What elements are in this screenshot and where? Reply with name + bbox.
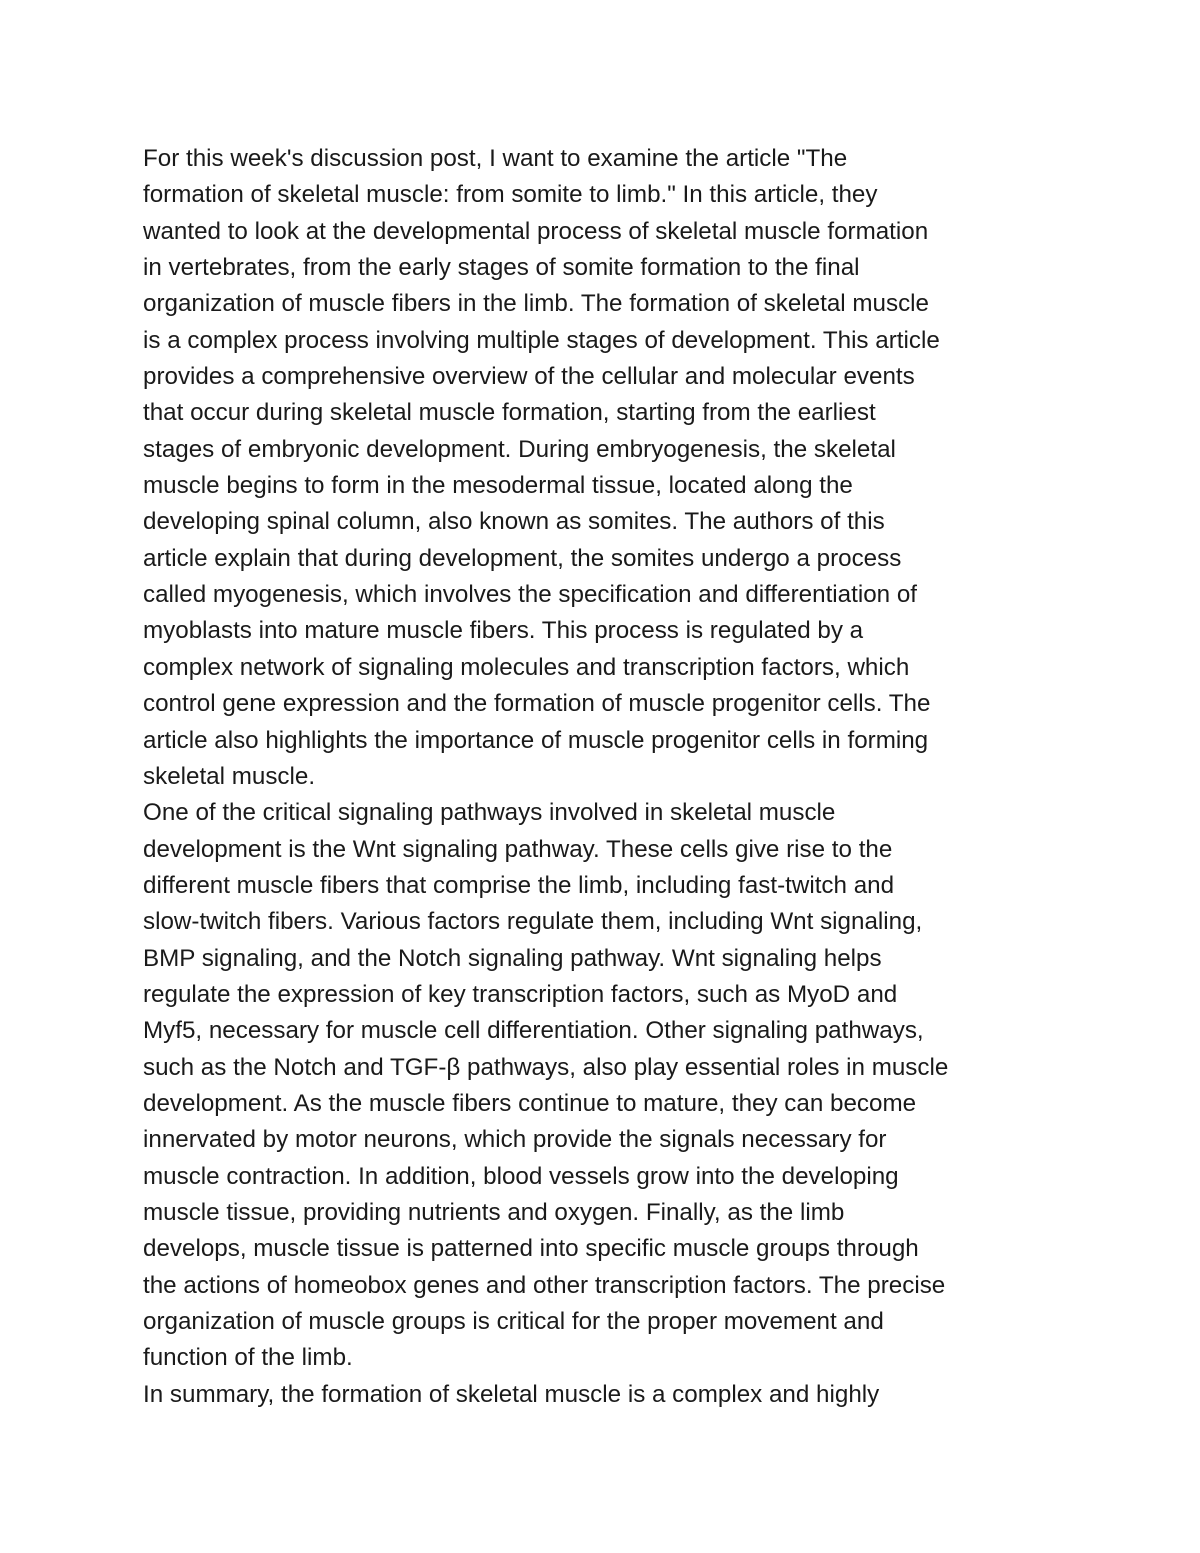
text-line: muscle contraction. In addition, blood vessels grow into the developing [143,1162,899,1190]
text-line: regulate the expression of key transcription factors, such as MyoD and [143,980,898,1008]
text-line: wanted to look at the developmental process of skeletal muscle formation [143,217,929,245]
text-line: One of the critical signaling pathways involved in skeletal muscle [143,799,836,827]
text-line: muscle begins to form in the mesodermal tissue, located along the [143,472,853,500]
text-line: slow-twitch fibers. Various factors regulate them, including Wnt signaling, [143,908,923,936]
text-line: organization of muscle groups is critical for the proper movement and [143,1308,884,1335]
text-line: the actions of homeobox genes and other transcription factors. The precise [143,1271,946,1299]
text-line: called myogenesis, which involves the specification and differentiation of [143,581,917,609]
text-line: complex network of signaling molecules and transcription factors, which [143,653,910,681]
text-line: innervated by motor neurons, which provide the signals necessary for [143,1126,887,1154]
text-line: Myf5, necessary for muscle cell differentiation. Other signaling pathways, [143,1017,924,1045]
text-line: organization of muscle fibers in the limb. The formation of skeletal muscle [143,290,930,318]
text-line: function of the limb. [143,1344,353,1372]
text-line: developing spinal column, also known as somites. The authors of this [143,508,885,536]
text-line: that occur during skeletal muscle formation, starting from the earliest [143,399,876,427]
text-line: BMP signaling, and the Notch signaling pathway. Wnt signaling helps [143,944,882,972]
text-line: muscle tissue, providing nutrients and oxygen. Finally, as the limb [143,1198,845,1226]
text-line: article also highlights the importance of muscle progenitor cells in forming [143,726,929,754]
text-line: In summary, the formation of skeletal muscle is a complex and highly [143,1380,880,1408]
document-body-text [143,141,1083,1413]
text-line: different muscle fibers that comprise the limb, including fast-twitch and [143,871,895,899]
text-line: is a complex process involving multiple stages of development. This article [143,326,940,354]
text-line: stages of embryonic development. During embryogenesis, the skeletal [143,435,896,463]
text-line: development. As the muscle fibers continue to mature, they can become [143,1089,917,1117]
text-line: formation of skeletal muscle: from somite to limb." In this article, they [143,181,878,209]
text-line: For this week's discussion post, I want to examine the article "The [143,145,848,172]
text-line: myoblasts into mature muscle fibers. This process is regulated by a [143,617,864,645]
text-line: provides a comprehensive overview of the cellular and molecular events [143,363,915,391]
text-line: control gene expression and the formation of muscle progenitor cells. The [143,690,931,718]
text-line: skeletal muscle. [143,762,316,790]
text-line: such as the Notch and TGF-β pathways, also play essential roles in muscle [143,1053,949,1081]
text-line: in vertebrates, from the early stages of somite formation to the final [143,254,860,282]
text-line: develops, muscle tissue is patterned into specific muscle groups through [143,1235,919,1263]
text-line: development is the Wnt signaling pathway. These cells give rise to the [143,835,893,863]
text-line: article explain that during development, the somites undergo a process [143,544,902,572]
